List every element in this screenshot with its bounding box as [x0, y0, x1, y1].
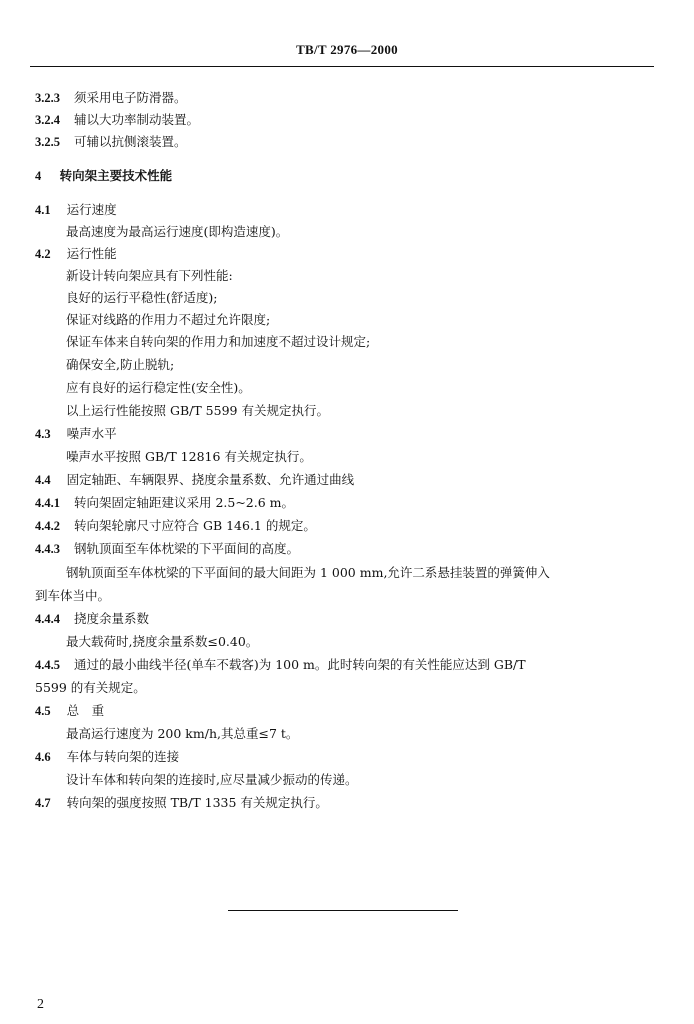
- clause-4-4-5: [35, 657, 526, 673]
- clause-title: 运行性能: [66, 246, 117, 261]
- clause-4-6: [35, 749, 179, 765]
- clause-number: 3.2.3: [35, 91, 60, 105]
- paragraph-line-continued: 到车体当中。: [35, 588, 111, 603]
- clause-title: 总 重: [66, 703, 105, 718]
- clause-number: 3.2.4: [35, 113, 60, 127]
- clause-title: 运行速度: [66, 202, 117, 217]
- paragraph-line: 以上运行性能按照 GB/T 5599 有关规定执行。: [66, 403, 329, 418]
- clause-number: 4.3: [35, 427, 51, 441]
- clause-3-2-3: [35, 90, 187, 106]
- clause-title: 固定轴距、车辆限界、挠度余量系数、允许通过曲线: [66, 472, 355, 487]
- paragraph-line-continued: 5599 的有关规定。: [35, 680, 146, 695]
- standard-number: TB/T 2976—2000: [296, 42, 398, 57]
- clause-title: 车体与转向架的连接: [66, 749, 180, 764]
- section-title: 转向架主要技术性能: [59, 168, 173, 183]
- clause-number: 4.2: [35, 247, 51, 261]
- clause-3-2-4: [35, 112, 199, 128]
- paragraph-line: 新设计转向架应具有下列性能:: [66, 268, 233, 283]
- clause-4-4-3: [35, 541, 299, 557]
- paragraph-line: 最高速度为最高运行速度(即构造速度)。: [66, 224, 289, 239]
- clause-title: 挠度余量系数: [73, 611, 149, 626]
- clause-4-2: [35, 246, 117, 262]
- clause-text: 转向架轮廓尺寸应符合 GB 146.1 的规定。: [73, 518, 316, 533]
- paragraph-line: 钢轨顶面至车体枕梁的下平面间的最大间距为 1 000 mm,允许二系悬挂装置的弹簧伸入: [66, 565, 550, 580]
- clause-number: 4.4.5: [35, 658, 60, 672]
- paragraph-line: 设计车体和转向架的连接时,应尽量减少振动的传递。: [66, 772, 358, 787]
- clause-number: 4.7: [35, 796, 51, 810]
- document-header: [0, 42, 694, 58]
- clause-number: 4.1: [35, 203, 51, 217]
- end-of-document-rule: [228, 910, 458, 911]
- clause-number: 4.4.4: [35, 612, 60, 626]
- clause-text: 通过的最小曲线半径(单车不载客)为 100 m。此时转向架的有关性能应达到 GB/T: [73, 657, 526, 672]
- clause-4-7: [35, 795, 328, 811]
- paragraph-line: 保证对线路的作用力不超过允许限度;: [66, 312, 271, 327]
- clause-4-5: [35, 703, 104, 719]
- clause-4-4-2: [35, 518, 316, 534]
- clause-4-1: [35, 202, 117, 218]
- paragraph-line: 确保安全,防止脱轨;: [66, 357, 175, 372]
- paragraph-line: 保证车体来自转向架的作用力和加速度不超过设计规定;: [66, 334, 371, 349]
- clause-4-3: [35, 426, 117, 442]
- paragraph-line: 噪声水平按照 GB/T 12816 有关规定执行。: [66, 449, 312, 464]
- paragraph-line: 最高运行速度为 200 km/h,其总重≤7 t。: [66, 726, 299, 741]
- clause-text: 辅以大功率制动装置。: [73, 112, 199, 127]
- clause-4-4-4: [35, 611, 149, 627]
- clause-number: 3.2.5: [35, 135, 60, 149]
- clause-number: 4.4.3: [35, 542, 60, 556]
- paragraph-line: 应有良好的运行稳定性(安全性)。: [66, 380, 251, 395]
- clause-text: 须采用电子防滑器。: [73, 90, 187, 105]
- page-number: 2: [37, 997, 44, 1012]
- clause-text: 钢轨顶面至车体枕梁的下平面间的高度。: [73, 541, 299, 556]
- clause-text: 转向架固定轴距建议采用 2.5~2.6 m。: [73, 495, 295, 510]
- clause-title: 噪声水平: [66, 426, 117, 441]
- section-number: 4: [35, 169, 42, 183]
- clause-4-4: [35, 472, 354, 488]
- clause-text: 转向架的强度按照 TB/T 1335 有关规定执行。: [66, 795, 328, 810]
- clause-3-2-5: [35, 134, 187, 150]
- clause-number: 4.4.2: [35, 519, 60, 533]
- clause-number: 4.5: [35, 704, 51, 718]
- section-4-heading: [35, 168, 172, 184]
- header-rule: [30, 66, 654, 67]
- paragraph-line: 良好的运行平稳性(舒适度);: [66, 290, 218, 305]
- clause-number: 4.6: [35, 750, 51, 764]
- clause-4-4-1: [35, 495, 294, 511]
- clause-text: 可辅以抗侧滚装置。: [73, 134, 187, 149]
- clause-number: 4.4.1: [35, 496, 60, 510]
- clause-number: 4.4: [35, 473, 51, 487]
- paragraph-line: 最大载荷时,挠度余量系数≤0.40。: [66, 634, 259, 649]
